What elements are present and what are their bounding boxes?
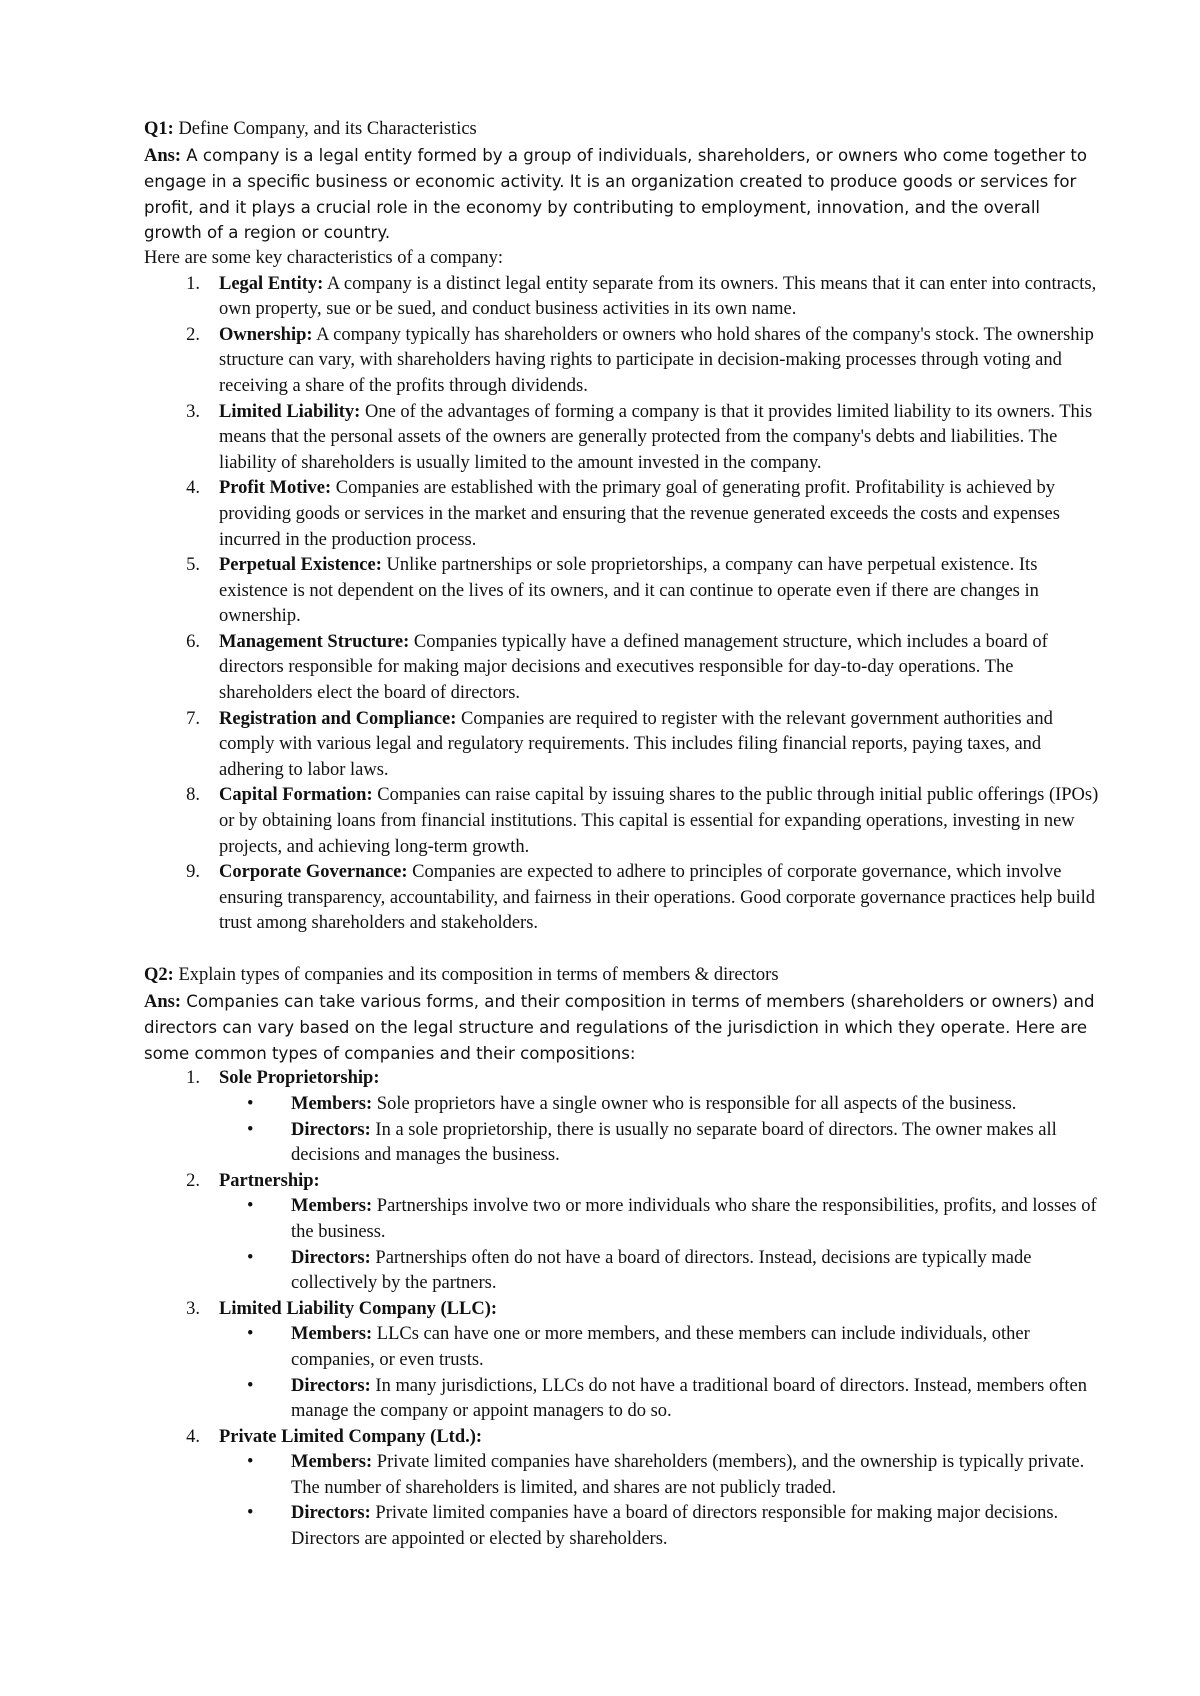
q1-label: Q1: [144,119,174,139]
item-text: Companies typically have a defined management structure, which includes a board of directors responsible for making major decisions and executives responsible for day-to-day operations. The shareholders elect the board of directors. [219,631,1048,704]
company-types-list [144,1066,1100,1552]
sub-label: Members: [291,1093,373,1114]
item-title: Corporate Governance: [219,862,408,883]
item-text: Companies can raise capital by issuing shares to the public through initial public offerings (IPOs) or by obtaining loans from financial institutions. This capital is essential for expanding operations, investing in new projects, and achieving long-term growth. [219,785,1099,857]
sub-list [219,1092,1100,1169]
sub-item-directors [144,1246,1100,1297]
q1-ans-label: Ans: [144,145,182,166]
list-number: 4. [186,1426,200,1447]
list-item [144,783,1100,860]
q2-ans-label: Ans: [144,991,182,1012]
list-item [144,272,1100,323]
sub-item-directors [144,1118,1100,1169]
item-title: Legal Entity: [219,273,324,294]
item-text: Companies are required to register with the relevant government authorities and comply with various legal and regulatory requirements. This includes filing financial reports, paying taxes, and adhering to labor laws. [219,708,1053,780]
bullet-icon: • [247,1324,254,1345]
list-number: 5. [186,555,200,576]
list-number: 7. [186,708,200,729]
sub-item-directors [144,1374,1100,1425]
sub-text: Partnerships involve two or more individuals who share the responsibilities, profits, and losses of the business. [291,1196,1097,1242]
sub-text: In a sole proprietorship, there is usually no separate board of directors. The owner makes all decisions and manages the business. [291,1119,1057,1166]
list-number: 9. [186,862,200,883]
sub-text: In many jurisdictions, LLCs do not have a traditional board of directors. Instead, members often manage the company or appoint managers to do so. [291,1375,1087,1422]
item-title: Management Structure: [219,631,410,652]
type-title: Partnership: [219,1170,320,1191]
list-item [144,323,1100,400]
item-title: Profit Motive: [219,478,332,499]
sub-label: Members: [291,1196,373,1217]
q2-label: Q2: [144,965,174,985]
bullet-icon: • [247,1375,254,1396]
sub-item-directors [144,1501,1100,1552]
list-number: 8. [186,785,200,806]
sub-text: Private limited companies have a board of directors responsible for making major decisions. Directors are appointed or elected by shareholders. [291,1503,1059,1550]
q1-answer [144,143,1100,246]
list-item [144,860,1100,937]
item-title: Registration and Compliance: [219,708,457,729]
list-number: 6. [186,631,200,652]
list-number: 1. [186,1068,200,1089]
sub-label: Members: [291,1452,373,1473]
sub-list [219,1194,1100,1296]
list-item [144,1297,1100,1425]
sub-label: Directors: [291,1503,371,1524]
sub-label: Directors: [291,1119,371,1140]
item-title: Capital Formation: [219,785,373,806]
item-text: One of the advantages of forming a company is that it provides limited liability to its owners. This means that the personal assets of the owners are generally protected from the company's debts and liabilities. The liability of shareholders is usually limited to the amount invested in the company. [219,401,1093,473]
sub-text: Private limited companies have shareholders (members), and the ownership is typically private. The number of shareholders is limited, and shares are not publicly traded. [291,1452,1085,1498]
bullet-icon: • [247,1119,254,1140]
sub-list [219,1450,1100,1552]
q2-question [144,963,1100,989]
item-text: A company is a distinct legal entity separate from its owners. This means that it can enter into contracts, own property, sue or be sued, and conduct business activities in its own name. [219,273,1097,320]
list-item [144,476,1100,553]
item-title: Limited Liability: [219,401,361,422]
type-title: Limited Liability Company (LLC): [219,1298,498,1319]
type-title: Private Limited Company (Ltd.): [219,1426,483,1447]
q1-answer-text: A company is a legal entity formed by a group of individuals, shareholders, or owners who come together to engage in a specific business or economic activity. It is an organization created to produce goods or services for profit, and it plays a crucial role in the economy by contributing to employment, innovation, and the overall growth of a region or country. [144,145,1088,243]
sub-list [219,1322,1100,1424]
sub-label: Members: [291,1324,373,1345]
sub-label: Directors: [291,1247,371,1268]
list-item [144,1425,1100,1553]
bullet-icon: • [247,1196,254,1217]
section-gap [144,937,1100,963]
item-text: A company typically has shareholders or owners who hold shares of the company's stock. The ownership structure can vary, with shareholders having rights to participate in decision-making processes through voting and receiving a share of the profits through dividends. [219,324,1094,396]
q1-section [144,117,1100,937]
bullet-icon: • [247,1503,254,1524]
list-number: 2. [186,324,200,345]
bullet-icon: • [247,1452,254,1473]
q2-question-text: Explain types of companies and its composition in terms of members & directors [173,965,779,985]
list-item [144,400,1100,477]
q2-section [144,963,1100,1553]
type-title: Sole Proprietorship: [219,1068,380,1089]
list-number: 2. [186,1170,200,1191]
sub-label: Directors: [291,1375,371,1396]
list-item [144,630,1100,707]
q2-answer [144,989,1100,1067]
sub-text: Sole proprietors have a single owner who is responsible for all aspects of the business. [372,1093,1017,1114]
q2-answer-text: Companies can take various forms, and their composition in terms of members (shareholders or owners) and directors can vary based on the legal structure and regulations of the jurisdiction in which they operate. Here are some common types of companies and their compositions: [144,991,1095,1063]
bullet-icon: • [247,1093,254,1114]
item-text: Companies are established with the primary goal of generating profit. Profitability is achieved by providing goods or services in the market and ensuring that the revenue generated exceeds the costs and expenses incurred in the production process. [219,478,1060,550]
characteristics-list [144,272,1100,937]
sub-item-members [144,1322,1100,1373]
item-text: Unlike partnerships or sole proprietorships, a company can have perpetual existence. Its existence is not dependent on the lives of its owners, and it can continue to operate even if there are changes in ownership. [219,555,1039,627]
q1-question-text: Define Company, and its Characteristics [173,119,477,139]
q1-intro: Here are some key characteristics of a company: [144,247,504,268]
sub-item-members [144,1450,1100,1501]
list-item [144,1169,1100,1297]
q1-question [144,117,1100,143]
sub-text: LLCs can have one or more members, and these members can include individuals, other companies, or even trusts. [291,1324,1030,1370]
sub-text: Partnerships often do not have a board of directors. Instead, decisions are typically made collectively by the partners. [291,1247,1032,1294]
sub-item-members [144,1194,1100,1245]
list-item [144,707,1100,784]
list-number: 1. [186,273,200,294]
list-item [144,553,1100,630]
list-number: 4. [186,478,200,499]
item-title: Perpetual Existence: [219,555,382,576]
sub-item-members [144,1092,1100,1118]
list-number: 3. [186,401,200,422]
bullet-icon: • [247,1247,254,1268]
item-title: Ownership: [219,324,313,345]
item-text: Companies are expected to adhere to principles of corporate governance, which involve ensuring transparency, accountability, and fairness in their operations. Good corporate governance practices help build trust among shareholders and stakeholders. [219,862,1096,934]
list-number: 3. [186,1298,200,1319]
list-item [144,1066,1100,1168]
